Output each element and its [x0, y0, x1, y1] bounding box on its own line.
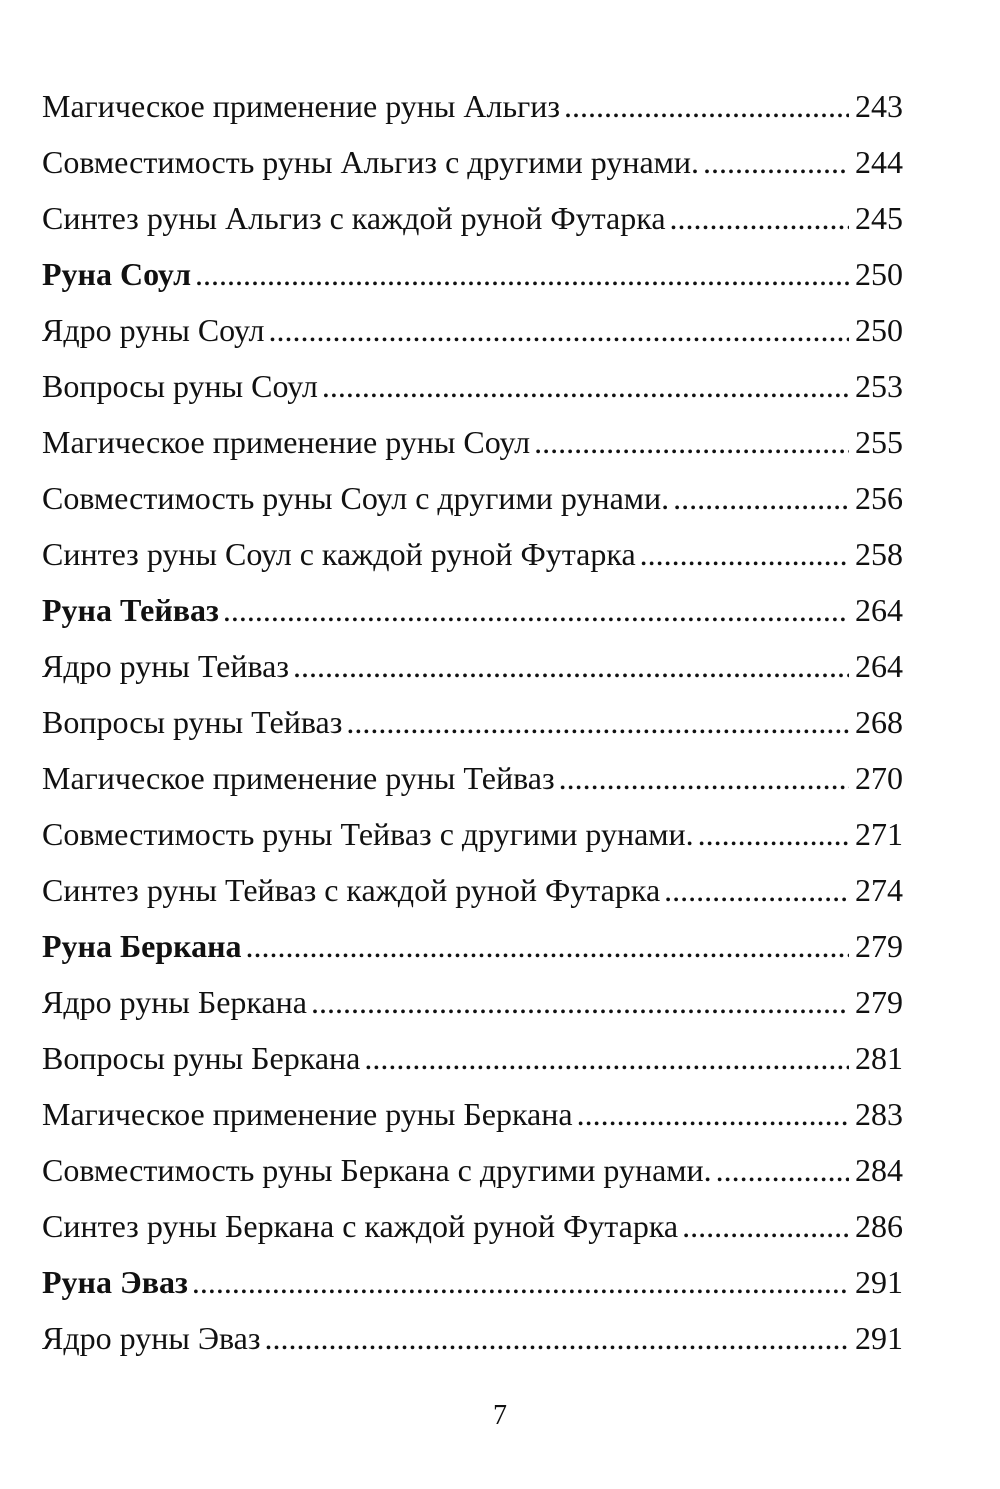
- dot-leader: [364, 1030, 849, 1086]
- toc-entry-title: Совместимость руны Альгиз с другими рунами.: [42, 144, 700, 180]
- dot-leader: [577, 1086, 849, 1142]
- toc-entry-title: Руна Соул: [42, 256, 192, 292]
- toc-entry-title: Ядро руны Беркана: [42, 984, 307, 1020]
- dot-leader: [264, 1310, 849, 1366]
- dot-leader: [703, 134, 849, 190]
- dot-leader: [322, 358, 849, 414]
- toc-entry-page: 268: [855, 704, 903, 740]
- dot-leader: [670, 190, 849, 246]
- toc-entry[interactable]: [42, 1310, 903, 1366]
- toc-entry-page: 250: [855, 256, 903, 292]
- toc-entry-page: 284: [855, 1152, 903, 1188]
- toc-entry[interactable]: [42, 1142, 903, 1198]
- toc-entry-page: 279: [855, 928, 903, 964]
- dot-leader: [673, 470, 849, 526]
- toc-section-heading[interactable]: [42, 1254, 903, 1310]
- toc-entry[interactable]: [42, 1086, 903, 1142]
- toc-entry[interactable]: [42, 750, 903, 806]
- toc-entry-page: 258: [855, 536, 903, 572]
- toc-entry-title: Вопросы руны Беркана: [42, 1040, 361, 1076]
- toc-entry[interactable]: [42, 414, 903, 470]
- toc-entry-title: Совместимость руны Беркана с другими рунами.: [42, 1152, 712, 1188]
- toc-entry-page: 274: [855, 872, 903, 908]
- toc-entry[interactable]: [42, 190, 903, 246]
- dot-leader: [346, 694, 849, 750]
- toc-entry-title: Совместимость руны Соул с другими рунами.: [42, 480, 670, 516]
- dot-leader: [311, 974, 849, 1030]
- dot-leader: [559, 750, 849, 806]
- toc-entry-title: Синтез руны Беркана с каждой руной Футарка: [42, 1208, 679, 1244]
- toc-entry[interactable]: [42, 470, 903, 526]
- dot-leader: [223, 582, 849, 638]
- toc-entry-title: Синтез руны Альгиз с каждой руной Футарка: [42, 200, 666, 236]
- toc-entry-page: 250: [855, 312, 903, 348]
- toc-entry-page: 279: [855, 984, 903, 1020]
- toc-entry-page: 253: [855, 368, 903, 404]
- toc-entry-title: Синтез руны Соул с каждой руной Футарка: [42, 536, 636, 572]
- toc-entry-title: Магическое применение руны Тейваз: [42, 760, 555, 796]
- toc-entry-title: Магическое применение руны Соул: [42, 424, 531, 460]
- toc-entry-page: 264: [855, 592, 903, 628]
- dot-leader: [640, 526, 849, 582]
- toc-entry-title: Ядро руны Соул: [42, 312, 265, 348]
- toc-entry-page: 286: [855, 1208, 903, 1244]
- dot-leader: [195, 246, 849, 302]
- toc-entry[interactable]: [42, 806, 903, 862]
- dot-leader: [192, 1254, 849, 1310]
- table-of-contents: [42, 78, 903, 1366]
- toc-entry[interactable]: [42, 974, 903, 1030]
- toc-entry-page: 245: [855, 200, 903, 236]
- toc-entry[interactable]: [42, 358, 903, 414]
- dot-leader: [246, 918, 849, 974]
- toc-entry-title: Вопросы руны Тейваз: [42, 704, 343, 740]
- toc-section-heading[interactable]: [42, 582, 903, 638]
- page-number: 7: [493, 1400, 507, 1431]
- toc-entry-title: Магическое применение руны Беркана: [42, 1096, 573, 1132]
- toc-entry[interactable]: [42, 1198, 903, 1254]
- dot-leader: [682, 1198, 849, 1254]
- toc-entry[interactable]: [42, 134, 903, 190]
- toc-entry-page: 244: [855, 144, 903, 180]
- toc-entry-page: 281: [855, 1040, 903, 1076]
- toc-entry-page: 243: [855, 88, 903, 124]
- toc-entry-title: Синтез руны Тейваз с каждой руной Футарка: [42, 872, 661, 908]
- toc-entry[interactable]: [42, 78, 903, 134]
- toc-entry-title: Ядро руны Тейваз: [42, 648, 290, 684]
- toc-entry-page: 255: [855, 424, 903, 460]
- toc-entry-title: Магическое применение руны Альгиз: [42, 88, 560, 124]
- toc-entry[interactable]: [42, 694, 903, 750]
- dot-leader: [269, 302, 849, 358]
- dot-leader: [534, 414, 849, 470]
- toc-entry[interactable]: [42, 526, 903, 582]
- toc-section-heading[interactable]: [42, 918, 903, 974]
- toc-entry-page: 270: [855, 760, 903, 796]
- toc-entry[interactable]: [42, 302, 903, 358]
- toc-entry-page: 283: [855, 1096, 903, 1132]
- dot-leader: [293, 638, 849, 694]
- toc-entry-title: Вопросы руны Соул: [42, 368, 318, 404]
- toc-entry-title: Руна Эваз: [42, 1264, 188, 1300]
- toc-entry-title: Руна Беркана: [42, 928, 242, 964]
- toc-entry[interactable]: [42, 638, 903, 694]
- dot-leader: [716, 1142, 849, 1198]
- dot-leader: [664, 862, 849, 918]
- toc-entry-page: 271: [855, 816, 903, 852]
- toc-entry-page: 264: [855, 648, 903, 684]
- toc-entry-page: 256: [855, 480, 903, 516]
- toc-entry-page: 291: [855, 1264, 903, 1300]
- toc-entry-title: Руна Тейваз: [42, 592, 219, 628]
- toc-section-heading[interactable]: [42, 246, 903, 302]
- toc-entry-title: Совместимость руны Тейваз с другими рунами.: [42, 816, 694, 852]
- toc-entry-page: 291: [855, 1320, 903, 1356]
- toc-entry-title: Ядро руны Эваз: [42, 1320, 261, 1356]
- toc-entry[interactable]: [42, 862, 903, 918]
- dot-leader: [698, 806, 849, 862]
- toc-entry[interactable]: [42, 1030, 903, 1086]
- dot-leader: [564, 78, 849, 134]
